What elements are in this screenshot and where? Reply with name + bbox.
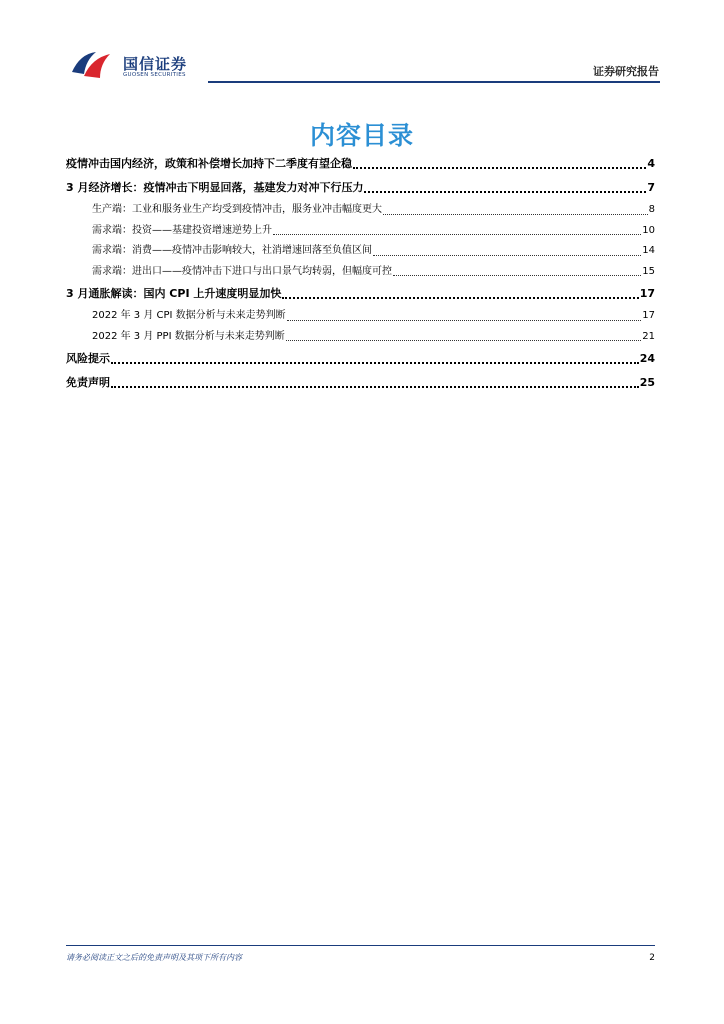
toc-entry-title: 疫情冲击国内经济，政策和补偿增长加持下二季度有望企稳 [66, 157, 352, 170]
toc-leader-dots [393, 275, 641, 276]
footer-divider [66, 945, 655, 946]
toc-leader-dots [383, 214, 648, 215]
toc-entry[interactable] [66, 347, 655, 371]
toc-leader-dots [286, 340, 642, 341]
toc-subentry-page: 8 [648, 204, 655, 215]
toc-subentry-title: 需求端：进出口——疫情冲击下进口与出口景气均转弱，但幅度可控 [92, 265, 392, 277]
toc-subentry[interactable] [66, 327, 655, 348]
report-type-label: 证券研究报告 [593, 65, 659, 78]
guosen-logo [70, 48, 200, 84]
toc-leader-dots [273, 234, 641, 235]
guosen-emblem-icon [70, 48, 120, 82]
toc-leader-dots [111, 362, 639, 364]
toc-entry[interactable] [66, 152, 655, 176]
toc-entry-title: 3 月经济增长：疫情冲击下明显回落，基建发力对冲下行压力 [66, 181, 364, 194]
toc-subentry-title: 需求端：投资——基建投资增速逆势上升 [92, 224, 272, 236]
toc-subentry[interactable] [66, 306, 655, 327]
toc-subentry-title: 需求端：消费——疫情冲击影响较大，社消增速回落至负值区间 [92, 245, 372, 256]
toc-subentry-page: 10 [642, 224, 655, 236]
toc-leader-dots [364, 191, 646, 193]
page-number: 2 [649, 953, 655, 963]
toc-leader-dots [353, 167, 646, 169]
toc-entry-title: 免责声明 [66, 376, 110, 389]
table-of-contents [66, 152, 655, 395]
toc-subentry-title: 2022 年 3 月 CPI 数据分析与未来走势判断 [92, 310, 286, 321]
toc-entry-page: 4 [647, 157, 655, 170]
toc-subentry[interactable] [66, 221, 655, 242]
toc-subentry[interactable] [66, 262, 655, 283]
toc-entry-page: 25 [639, 376, 655, 389]
toc-subentry-title: 生产端：工业和服务业生产均受到疫情冲击，服务业冲击幅度更大 [92, 204, 382, 215]
toc-entry[interactable] [66, 282, 655, 306]
logo-chinese-name: 国信证券 [123, 55, 188, 73]
toc-subentry-page: 17 [642, 310, 655, 321]
toc-entry[interactable] [66, 176, 655, 200]
logo-english-name: GUOSEN SECURITIES [123, 72, 186, 78]
toc-entry-title: 3 月通胀解读：国内 CPI 上升速度明显加快 [66, 287, 282, 300]
toc-leader-dots [287, 320, 642, 321]
toc-entry-page: 24 [639, 352, 655, 365]
toc-leader-dots [111, 386, 639, 388]
toc-entry[interactable] [66, 371, 655, 395]
toc-entry-page: 17 [639, 287, 655, 300]
footer-disclaimer: 请务必阅读正文之后的免责声明及其项下所有内容 [66, 953, 242, 962]
toc-subentry-page: 14 [642, 245, 655, 256]
toc-entry-page: 7 [647, 181, 655, 194]
toc-subentry-title: 2022 年 3 月 PPI 数据分析与未来走势判断 [92, 330, 285, 342]
toc-subentry[interactable] [66, 200, 655, 221]
toc-title: 内容目录 [309, 121, 414, 150]
header-divider [208, 81, 660, 83]
toc-subentry-page: 15 [642, 265, 655, 277]
toc-entry-title: 风险提示 [66, 352, 110, 365]
toc-leader-dots [282, 297, 638, 299]
toc-subentry[interactable] [66, 241, 655, 262]
page-header [0, 0, 724, 90]
toc-leader-dots [373, 255, 641, 256]
toc-subentry-page: 21 [642, 330, 655, 342]
